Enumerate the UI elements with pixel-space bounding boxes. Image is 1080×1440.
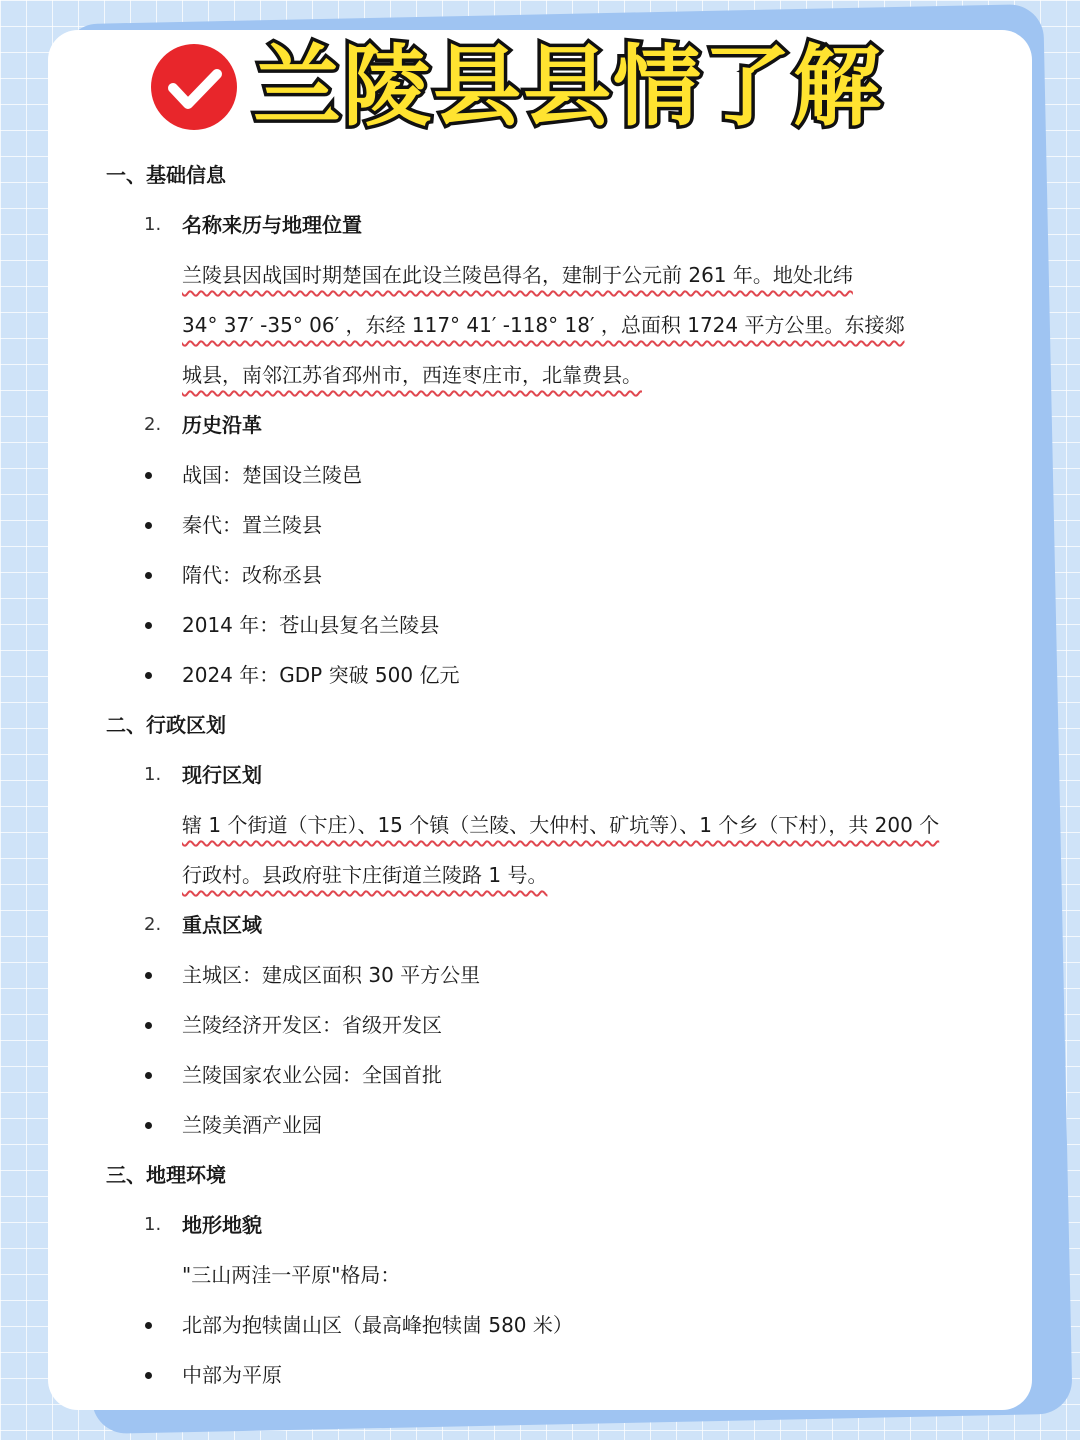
- section-heading-basic-info: 一、基础信息: [106, 163, 226, 187]
- document-card: [48, 30, 1032, 1410]
- list-item: [48, 1050, 1032, 1100]
- list-item-text: 兰陵美酒产业园: [182, 1113, 322, 1137]
- underlined-text: 城县，南邻江苏省邳州市，西连枣庄市，北靠费县。: [182, 363, 642, 387]
- list-item-text: 秦代：置兰陵县: [182, 513, 322, 537]
- list-number: 1.: [144, 764, 162, 785]
- bullet-icon: [145, 972, 152, 979]
- list-number: 1.: [144, 1214, 162, 1235]
- bullet-icon: [145, 1372, 152, 1379]
- list-item-text: 2024 年：GDP 突破 500 亿元: [182, 663, 460, 687]
- list-item-text: 北部为抱犊崮山区（最高峰抱犊崮 580 米）: [182, 1313, 573, 1337]
- list-item: [48, 950, 1032, 1000]
- section-heading-geography: 三、地理环境: [106, 1163, 226, 1187]
- list-item: [48, 500, 1032, 550]
- list-item: [48, 550, 1032, 600]
- subsection-name-location: [48, 200, 1032, 250]
- subsection-title: 名称来历与地理位置: [182, 213, 362, 237]
- list-item: [48, 1000, 1032, 1050]
- subsection-title: 历史沿革: [182, 413, 262, 437]
- list-item-text: 中部为平原: [182, 1363, 282, 1387]
- list-item: [48, 1100, 1032, 1150]
- list-number: 1.: [144, 214, 162, 235]
- list-item-text: 隋代：改称丞县: [182, 563, 322, 587]
- subsection-current-divisions: [48, 750, 1032, 800]
- subsection-title: 重点区域: [182, 913, 262, 937]
- paragraph-line: [48, 850, 1032, 900]
- paragraph-line: [48, 800, 1032, 850]
- bullet-icon: [145, 1072, 152, 1079]
- check-badge: [151, 44, 237, 130]
- document-body: [48, 150, 1032, 1400]
- bullet-icon: [145, 472, 152, 479]
- section-heading-administration: 二、行政区划: [106, 713, 226, 737]
- paragraph-line: [48, 1250, 1032, 1300]
- subsection-terrain: [48, 1200, 1032, 1250]
- underlined-text: 34° 37′ -35° 06′ ，东经 117° 41′ -118° 18′ ，总面积 1724 平方公里。东接郯: [182, 313, 905, 337]
- bullet-icon: [145, 522, 152, 529]
- bullet-icon: [145, 622, 152, 629]
- list-item-text: 兰陵经济开发区：省级开发区: [182, 1013, 442, 1037]
- page-title: 兰陵县县情了解: [253, 35, 884, 138]
- paragraph-line: [48, 350, 1032, 400]
- list-item: [48, 1350, 1032, 1400]
- bullet-icon: [145, 1122, 152, 1129]
- underlined-text: 辖 1 个街道（卞庄）、15 个镇（兰陵、大仲村、矿坑等）、1 个乡（下村），共 200 个: [182, 813, 940, 837]
- list-item-text: 战国：楚国设兰陵邑: [182, 463, 362, 487]
- list-item: [48, 650, 1032, 700]
- list-item-text: 主城区：建成区面积 30 平方公里: [182, 963, 481, 987]
- paragraph-line: [48, 300, 1032, 350]
- list-item-text: 2014 年：苍山县复名兰陵县: [182, 613, 440, 637]
- bullet-icon: [145, 572, 152, 579]
- check-icon: [151, 44, 237, 130]
- list-number: 2.: [144, 414, 162, 435]
- list-number: 2.: [144, 914, 162, 935]
- list-item: [48, 600, 1032, 650]
- bullet-icon: [145, 672, 152, 679]
- subsection-key-areas: [48, 900, 1032, 950]
- underlined-text: 兰陵县因战国时期楚国在此设兰陵邑得名，建制于公元前 261 年。地处北纬: [182, 263, 853, 287]
- subsection-title: 地形地貌: [182, 1213, 262, 1237]
- subsection-title: 现行区划: [182, 763, 262, 787]
- paragraph-line: [48, 250, 1032, 300]
- paragraph-text: "三山两洼一平原"格局：: [182, 1263, 401, 1287]
- subsection-history: [48, 400, 1032, 450]
- underlined-text: 行政村。县政府驻卞庄街道兰陵路 1 号。: [182, 863, 548, 887]
- list-item-text: 兰陵国家农业公园：全国首批: [182, 1063, 442, 1087]
- list-item: [48, 1300, 1032, 1350]
- bullet-icon: [145, 1022, 152, 1029]
- list-item: [48, 450, 1032, 500]
- bullet-icon: [145, 1322, 152, 1329]
